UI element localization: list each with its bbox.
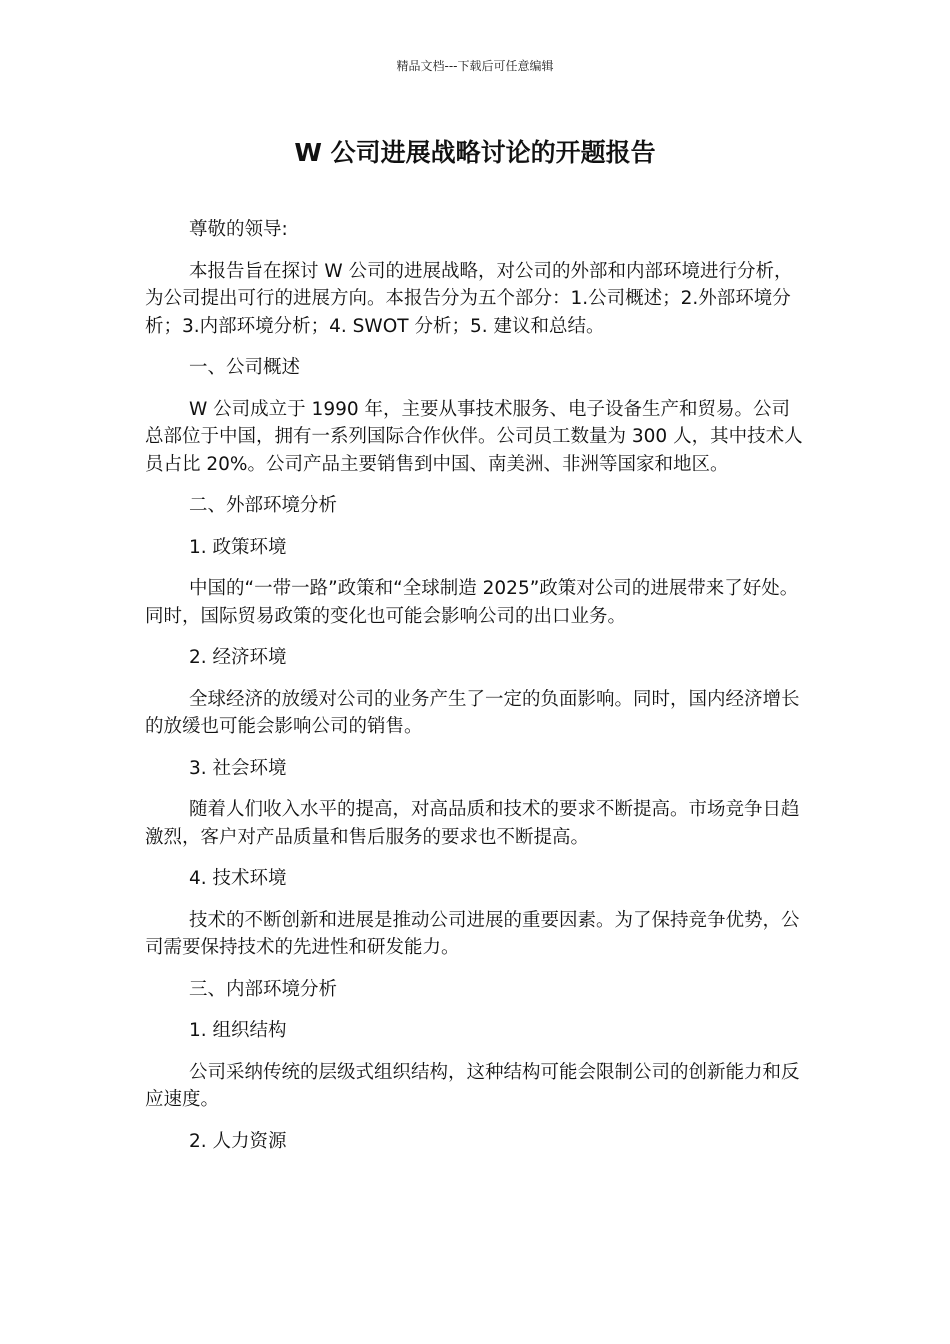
- technology-environment-paragraph: 技术的不断创新和进展是推动公司进展的重要因素。为了保持竞争优势，公司需要保持技术的先进性和研发能力。: [145, 909, 800, 958]
- economic-environment-paragraph: 全球经济的放缓对公司的业务产生了一定的负面影响。同时，国内经济增长的放缓也可能会影响公司的销售。: [145, 688, 800, 737]
- document-title: W 公司进展战略讨论的开题报告: [294, 138, 656, 167]
- intro-paragraph: 本报告旨在探讨 W 公司的进展战略，对公司的外部和内部环境进行分析，为公司提出可行的进展方向。本报告分为五个部分：1.公司概述；2.外部环境分析；3.内部环境分析；4. SWOT 分析；5. 建议和总结。: [145, 260, 793, 337]
- subheading-technology-environment: 4. 技术环境: [189, 868, 287, 889]
- subheading-social-environment: 3. 社会环境: [189, 757, 287, 779]
- section-heading-external-analysis: 二、外部环境分析: [189, 495, 338, 516]
- social-environment-paragraph: 随着人们收入水平的提高，对高品质和技术的要求不断提高。市场竞争日趋激烈，客户对产品质量和售后服务的要求也不断提高。: [145, 799, 800, 848]
- page-header-note: 精品文档---下载后可任意编辑: [396, 59, 554, 73]
- subheading-human-resources: 2. 人力资源: [189, 1130, 287, 1152]
- company-overview-paragraph: W 公司成立于 1990 年，主要从事技术服务、电子设备生产和贸易。公司总部位于中国，拥有一系列国际合作伙伴。公司员工数量为 300 人，其中技术人员占比 20%。公司产品主要销售到中国、南美洲、非洲等国家和地区。: [145, 398, 803, 475]
- subheading-policy-environment: 1. 政策环境: [189, 536, 287, 558]
- organization-structure-paragraph: 公司采纳传统的层级式组织结构，这种结构可能会限制公司的创新能力和反应速度。: [145, 1061, 800, 1110]
- salutation: 尊敬的领导:: [189, 219, 288, 240]
- section-heading-internal-analysis: 三、内部环境分析: [189, 978, 338, 1000]
- subheading-organization-structure: 1. 组织结构: [189, 1020, 287, 1041]
- document-body: [145, 216, 803, 1169]
- section-heading-company-overview: 一、公司概述: [189, 357, 301, 378]
- subheading-economic-environment: 2. 经济环境: [189, 647, 287, 668]
- policy-environment-paragraph: 中国的“一带一路”政策和“全球制造 2025”政策对公司的进展带来了好处。同时，国际贸易政策的变化也可能会影响公司的出口业务。: [145, 578, 799, 627]
